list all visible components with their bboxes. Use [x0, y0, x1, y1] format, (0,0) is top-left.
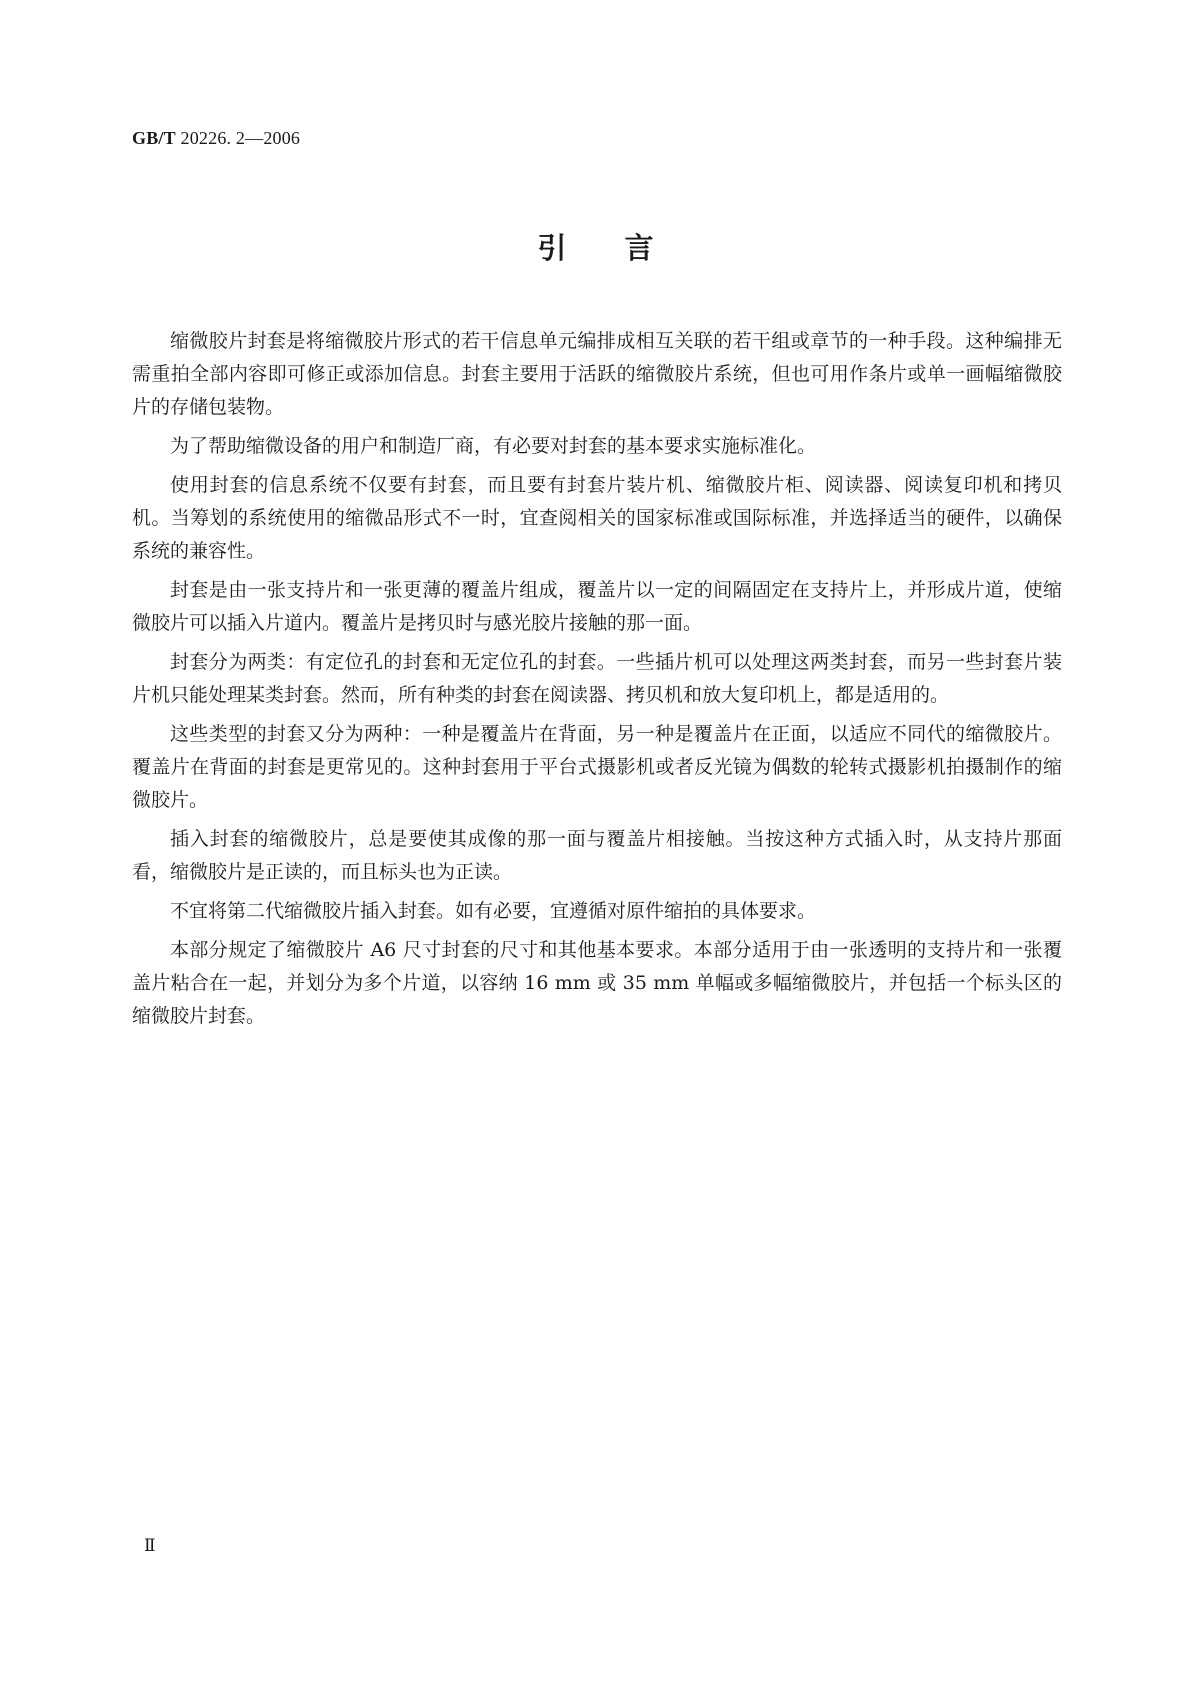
standard-prefix: GB/T: [132, 128, 176, 148]
standard-code: [132, 128, 300, 149]
paragraph-2: 为了帮助缩微设备的用户和制造厂商，有必要对封套的基本要求实施标准化。: [170, 435, 817, 457]
paragraph-3: 使用封套的信息系统不仅要有封套，而且要有封套片装片机、缩微胶片柜、阅读器、阅读复印机和拷贝机。当筹划的系统使用的缩微品形式不一时，宜查阅相关的国家标准或国际标准，并选择适当的硬件，以确保系统的兼容性。: [132, 474, 1062, 562]
introduction-body: [132, 325, 1062, 1039]
paragraph-9: 本部分规定了缩微胶片 A6 尺寸封套的尺寸和其他基本要求。本部分适用于由一张透明的支持片和一张覆盖片粘合在一起，并划分为多个片道，以容纳 16 mm 或 35 mm 单幅或多幅缩微胶片，并包括一个标头区的缩微胶片封套。: [132, 939, 1062, 1027]
standard-number: 20226. 2—2006: [175, 128, 301, 148]
paragraph-8: 不宜将第二代缩微胶片插入封套。如有必要，宜遵循对原件缩拍的具体要求。: [170, 900, 817, 922]
paragraph-7: 插入封套的缩微胶片，总是要使其成像的那一面与覆盖片相接触。当按这种方式插入时，从支持片那面看，缩微胶片是正读的，而且标头也为正读。: [132, 828, 1062, 883]
page-title: 引言: [537, 231, 712, 265]
paragraph-1: 缩微胶片封套是将缩微胶片形式的若干信息单元编排成相互关联的若干组或章节的一种手段。这种编排无需重拍全部内容即可修正或添加信息。封套主要用于活跃的缩微胶片系统，但也可用作条片或单一画幅缩微胶片的存储包装物。: [132, 330, 1062, 418]
paragraph-5: 封套分为两类：有定位孔的封套和无定位孔的封套。一些插片机可以处理这两类封套，而另一些封套片装片机只能处理某类封套。然而，所有种类的封套在阅读器、拷贝机和放大复印机上，都是适用的。: [132, 651, 1062, 706]
paragraph-6: 这些类型的封套又分为两种：一种是覆盖片在背面，另一种是覆盖片在正面，以适应不同代的缩微胶片。覆盖片在背面的封套是更常见的。这种封套用于平台式摄影机或者反光镜为偶数的轮转式摄影机拍摄制作的缩微胶片。: [132, 723, 1062, 811]
page-number: Ⅱ: [144, 1536, 156, 1555]
paragraph-4: 封套是由一张支持片和一张更薄的覆盖片组成，覆盖片以一定的间隔固定在支持片上，并形成片道，使缩微胶片可以插入片道内。覆盖片是拷贝时与感光胶片接触的那一面。: [132, 579, 1062, 634]
